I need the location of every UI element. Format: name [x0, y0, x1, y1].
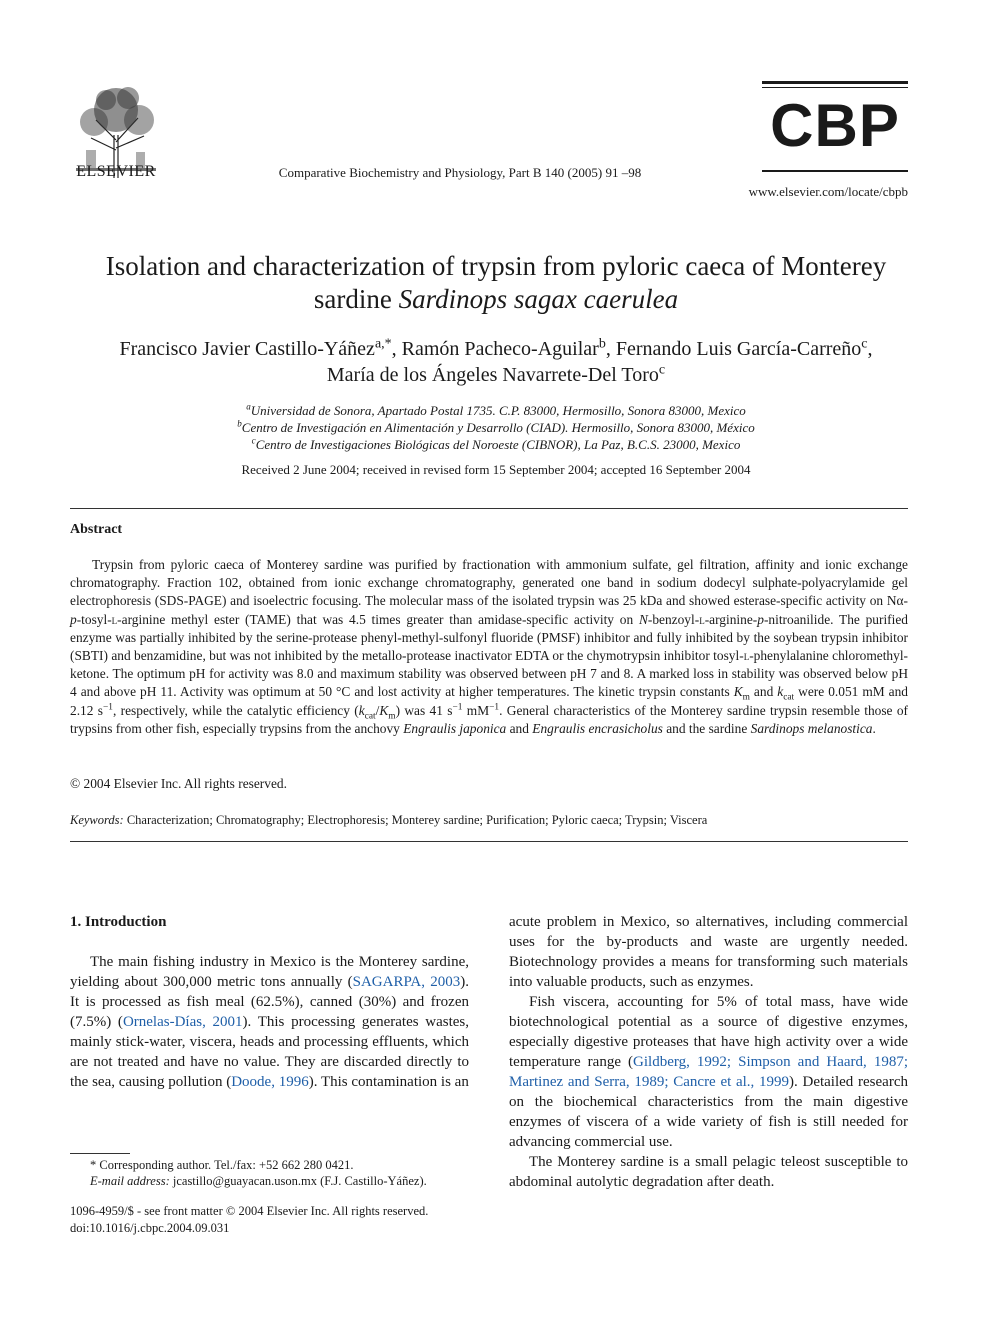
affiliation-a-text: Universidad de Sonora, Apartado Postal 1735. C.P. 83000, Hermosillo, Sonora 83000, Mexico: [250, 403, 746, 418]
author-sep: ,: [605, 338, 616, 360]
author-4: María de los Ángeles Navarrete-Del Toro: [326, 364, 659, 386]
affiliation-a: [100, 402, 892, 419]
body-right-column: [509, 912, 908, 1192]
author-sep: ,: [391, 338, 402, 360]
author-4-sup: c: [658, 362, 666, 378]
footnote-corresponding: * Corresponding author. Tel./fax: +52 662 280 0421.: [90, 1158, 354, 1172]
email-label: E-mail address:: [90, 1174, 170, 1188]
intro-paragraph-3: The Monterey sardine is a small pelagic teleost susceptible to abdominal autolytic degradation after death.: [509, 1154, 908, 1190]
journal-citation: Comparative Biochemistry and Physiology, Part B 140 (2005) 91 –98: [278, 165, 642, 180]
abstract-copyright: © 2004 Elsevier Inc. All rights reserved.: [70, 776, 287, 791]
author-list: [60, 336, 932, 388]
affiliation-b: [100, 419, 892, 436]
article-identifiers: [70, 1203, 490, 1237]
keywords: [70, 813, 908, 828]
affiliation-c-sup: c: [251, 435, 256, 446]
section-heading-introduction: 1. Introduction: [70, 914, 167, 930]
title-line-1: Isolation and characterization of trypsin from pyloric caeca of Monterey: [105, 251, 887, 281]
affiliation-c-text: Centro de Investigaciones Biológicas del Noroeste (CIBNOR), La Paz, B.C.S. 23000, Mexico: [255, 437, 741, 452]
article-title: [60, 250, 932, 316]
keywords-list: Characterization; Chromatography; Electrophoresis; Monterey sardine; Purification; Pyloric caeca; Trypsin; Viscera: [126, 813, 708, 827]
publisher-name: ELSEVIER: [76, 163, 156, 180]
journal-logo-rule-top: [762, 81, 908, 84]
author-2-sup: b: [598, 336, 606, 352]
intro-paragraph-1: The main fishing industry in Mexico is the Monterey sardine, yielding about 300,000 metric tons annually (SAGARPA, 2003). It is processed as fish meal (62.5%), canned (30%) and frozen (7.5%) (Ornelas-Días, 2001). This processing generates wastes, mainly stick-water, viscera, heads and processing effluents, which are not treated and have no value. They are discarded directly to the sea, causing pollution (Doode, 1996). This contamination is an: [70, 954, 469, 1090]
intro-paragraph-1-continued: acute problem in Mexico, so alternatives, including commercial uses for the by-products and waste are urgently needed. Biotechnology provides a means for transforming such materials into valuable products, such as enzymes.: [509, 914, 908, 990]
citation-sagarpa[interactable]: SAGARPA, 2003: [352, 974, 461, 990]
footnote-rule: [70, 1153, 130, 1154]
author-1: Francisco Javier Castillo-Yáñez: [119, 338, 375, 360]
doi-line[interactable]: doi:10.1016/j.cbpc.2004.09.031: [70, 1221, 230, 1235]
intro-paragraph-2: Fish viscera, accounting for 5% of total mass, have wide biotechnological potential as a source of digestive enzymes, especially digestive proteases that have high activity over a wide temperature range (Gildberg, 1992; Simpson and Haard, 1987; Martinez and Serra, 1989; Cancre et al., 1999). Detailed research on the biochemical characteristics from the main digestive enzymes of viscera of a wide variety of fish is still needed for advancing commercial use.: [509, 994, 909, 1150]
divider-bottom: [70, 841, 908, 842]
citation-doode[interactable]: Doode, 1996: [231, 1074, 309, 1090]
affiliation-c: [100, 436, 892, 453]
divider-top: [70, 508, 908, 509]
affiliation-b-sup: b: [237, 418, 242, 429]
author-2: Ramón Pacheco-Aguilar: [401, 338, 599, 360]
affiliations: [100, 402, 892, 453]
author-1-sup: a,*: [374, 336, 392, 352]
issn-line: 1096-4959/$ - see front matter © 2004 Elsevier Inc. All rights reserved.: [70, 1204, 429, 1218]
author-3: Fernando Luis García-Carreño: [615, 338, 862, 360]
journal-url[interactable]: www.elsevier.com/locate/cbpb: [748, 184, 908, 199]
title-species: Sardinops sagax caerulea: [398, 284, 679, 314]
citation-ornelas-dias[interactable]: Ornelas-Días, 2001: [122, 1014, 243, 1030]
keywords-label: Keywords:: [70, 813, 124, 827]
abstract-text: Trypsin from pyloric caeca of Monterey sardine was purified by fractionation with ammonium sulfate, gel filtration, affinity and ionic exchange chromatography. Fraction 102, obtained from ionic exchange chromatography, generated one band in sodium dodecyl sulphate-polyacrylamide gel electrophoresis (SDS-PAGE) and isoelectric focusing. The molecular mass of the isolated trypsin was 25 kDa and showed esterase-specific activity on Nα-p-tosyl-l-arginine methyl ester (TAME) that was 4.5 times greater than amidase-specific activity on N-benzoyl-l-arginine-p-nitroanilide. The purified enzyme was partially inhibited by the serine-protease phenyl-methyl-sulfonyl fluoride (PMSF) inhibitor and fully inhibited by the soybean trypsin inhibitor (SBTI) and benzamidine, but was not inhibited by the metallo-protease inactivator EDTA or the chymotrypsin inhibitor tosyl-l-phenylalanine chloromethyl-ketone. The optimum pH for activity was 8.0 and maximum stability was observed between pH 7 and 8. A marked loss in stability was observed below pH 4 and above pH 11. Activity was optimum at 50 °C and lost activity at higher temperatures. The kinetic trypsin constants $K_m$ and $k_{cat}$ were 0.051 mM and 2.12 $s^{-1}$, respectively, while the catalytic efficiency $(k_{cat}/K_m)$ was 41 $s^{-1}$ $mM^{-1}$. General characteristics of the Monterey sardine trypsin resemble those of trypsins from other fish, especially trypsins from the anchovy Engraulis japonica and Engraulis encrasicholus and the sardine Sardinops melanostica.: [70, 557, 909, 736]
journal-logo-rule-top-thin: [762, 87, 908, 88]
footnote-email: [70, 1173, 490, 1189]
author-sep: ,: [867, 338, 873, 360]
journal-logo-rule-bottom: [762, 170, 908, 172]
body-left-column: [70, 912, 469, 1092]
affiliation-b-text: Centro de Investigación en Alimentación y Desarrollo (CIAD). Hermosillo, Sonora 83000, México: [241, 420, 755, 435]
abstract-heading: Abstract: [70, 522, 123, 537]
journal-logo: CBP: [770, 92, 900, 159]
received-dates: Received 2 June 2004; received in revised form 15 September 2004; accepted 16 September 2004: [241, 462, 751, 477]
email-address[interactable]: jcastillo@guayacan.uson.mx (F.J. Castillo-Yáñez).: [172, 1174, 427, 1188]
footnotes: [70, 1157, 490, 1189]
author-3-sup: c: [861, 336, 868, 352]
affiliation-a-sup: a: [246, 401, 251, 412]
citation-gildberg-group[interactable]: Gildberg, 1992; Simpson and Haard, 1987; Martinez and Serra, 1989; Cancre et al., 1999: [509, 1054, 909, 1090]
title-line-2: sardine: [313, 284, 399, 314]
